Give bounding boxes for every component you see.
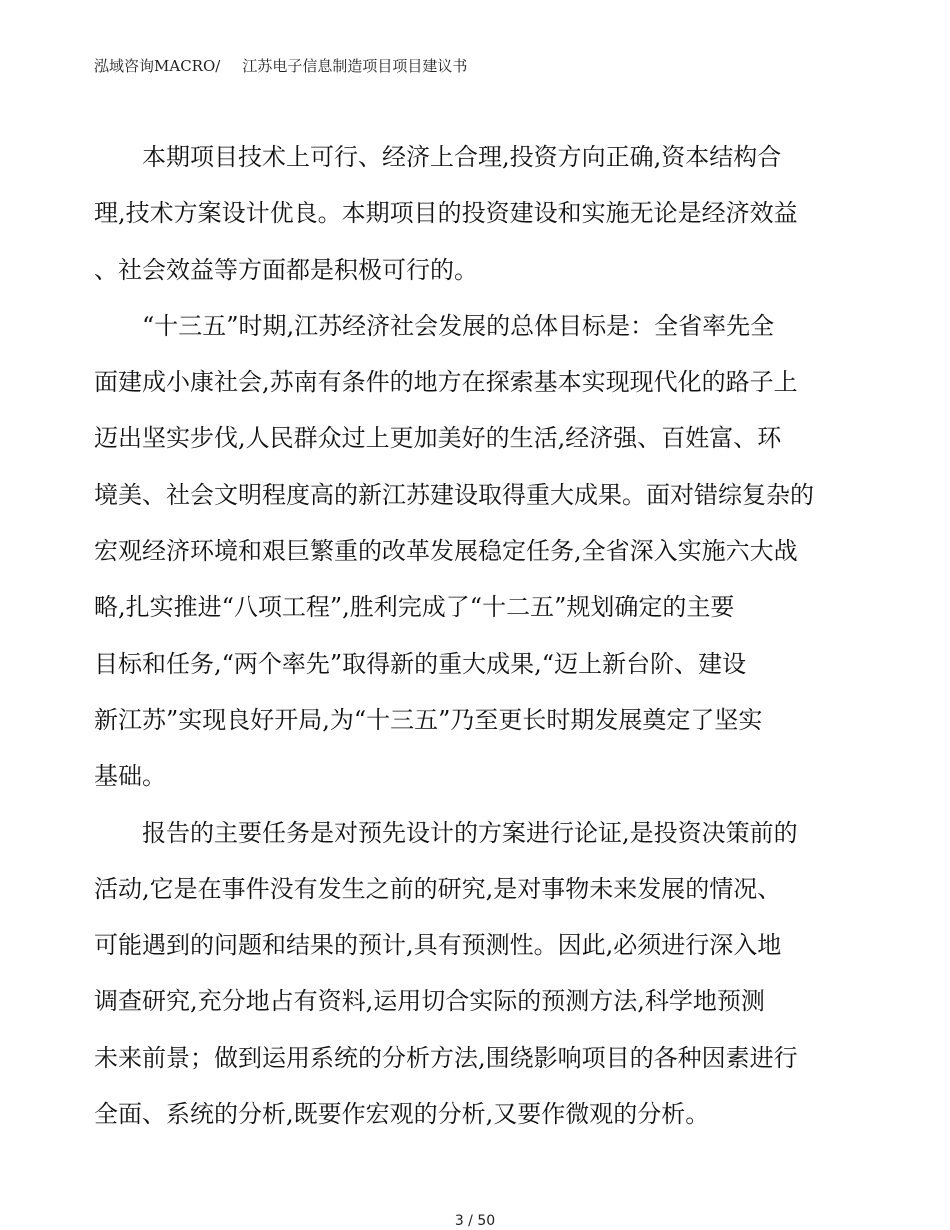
paragraph-line: 活动,它是在事件没有发生之前的研究,是对事物未来发展的情况、 <box>94 874 782 903</box>
page-header <box>94 56 467 76</box>
paragraph-line: 理,技术方案设计优良。本期项目的投资建设和实施无论是经济效益 <box>94 199 798 228</box>
header-doc-title: 江苏电子信息制造项目项目建议书 <box>242 57 468 75</box>
paragraph-line: 未来前景；做到运用系统的分析方法,围绕影响项目的各种因素进行 <box>94 1043 798 1072</box>
header-company: 泓域咨询MACRO/ <box>94 57 221 75</box>
paragraph-1 <box>94 129 844 298</box>
paragraph-line: 基础。 <box>94 762 166 791</box>
document-body <box>94 129 844 1142</box>
paragraph-3 <box>94 805 844 1143</box>
paragraph-line: 新江苏”实现良好开局,为“十三五”乃至更长时期发展奠定了坚实 <box>94 705 763 734</box>
paragraph-line: 面建成小康社会,苏南有条件的地方在探索基本实现现代化的路子上 <box>94 368 798 397</box>
paragraph-line: 调查研究,充分地占有资料,运用切合实际的预测方法,科学地预测 <box>94 987 765 1016</box>
paragraph-line: 报告的主要任务是对预先设计的方案进行论证,是投资决策前的 <box>142 818 798 847</box>
paragraph-line: 可能遇到的问题和结果的预计,具有预测性。因此,必须进行深入地 <box>94 931 782 960</box>
paragraph-2 <box>94 298 844 805</box>
paragraph-line: 略,扎实推进“八项工程”,胜利完成了“十二五”规划确定的主要 <box>94 593 735 622</box>
paragraph-line: “十三五”时期,江苏经济社会发展的总体目标是：全省率先全 <box>142 311 775 340</box>
page-number: 3 / 50 <box>454 1213 496 1229</box>
paragraph-line: 目标和任务,“两个率先”取得新的重大成果,“迈上新台阶、建设 <box>94 649 747 678</box>
paragraph-line: 境美、社会文明程度高的新江苏建设取得重大成果。面对错综复杂的 <box>94 480 814 509</box>
paragraph-line: 全面、系统的分析,既要作宏观的分析,又要作微观的分析。 <box>94 1100 710 1129</box>
paragraph-line: 宏观经济环境和艰巨繁重的改革发展稳定任务,全省深入实施六大战 <box>94 537 798 566</box>
paragraph-line: 迈出坚实步伐,人民群众过上更加美好的生活,经济强、百姓富、环 <box>94 424 782 453</box>
paragraph-line: 、社会效益等方面都是积极可行的。 <box>94 255 478 284</box>
paragraph-line: 本期项目技术上可行、经济上合理,投资方向正确,资本结构合 <box>142 143 782 171</box>
